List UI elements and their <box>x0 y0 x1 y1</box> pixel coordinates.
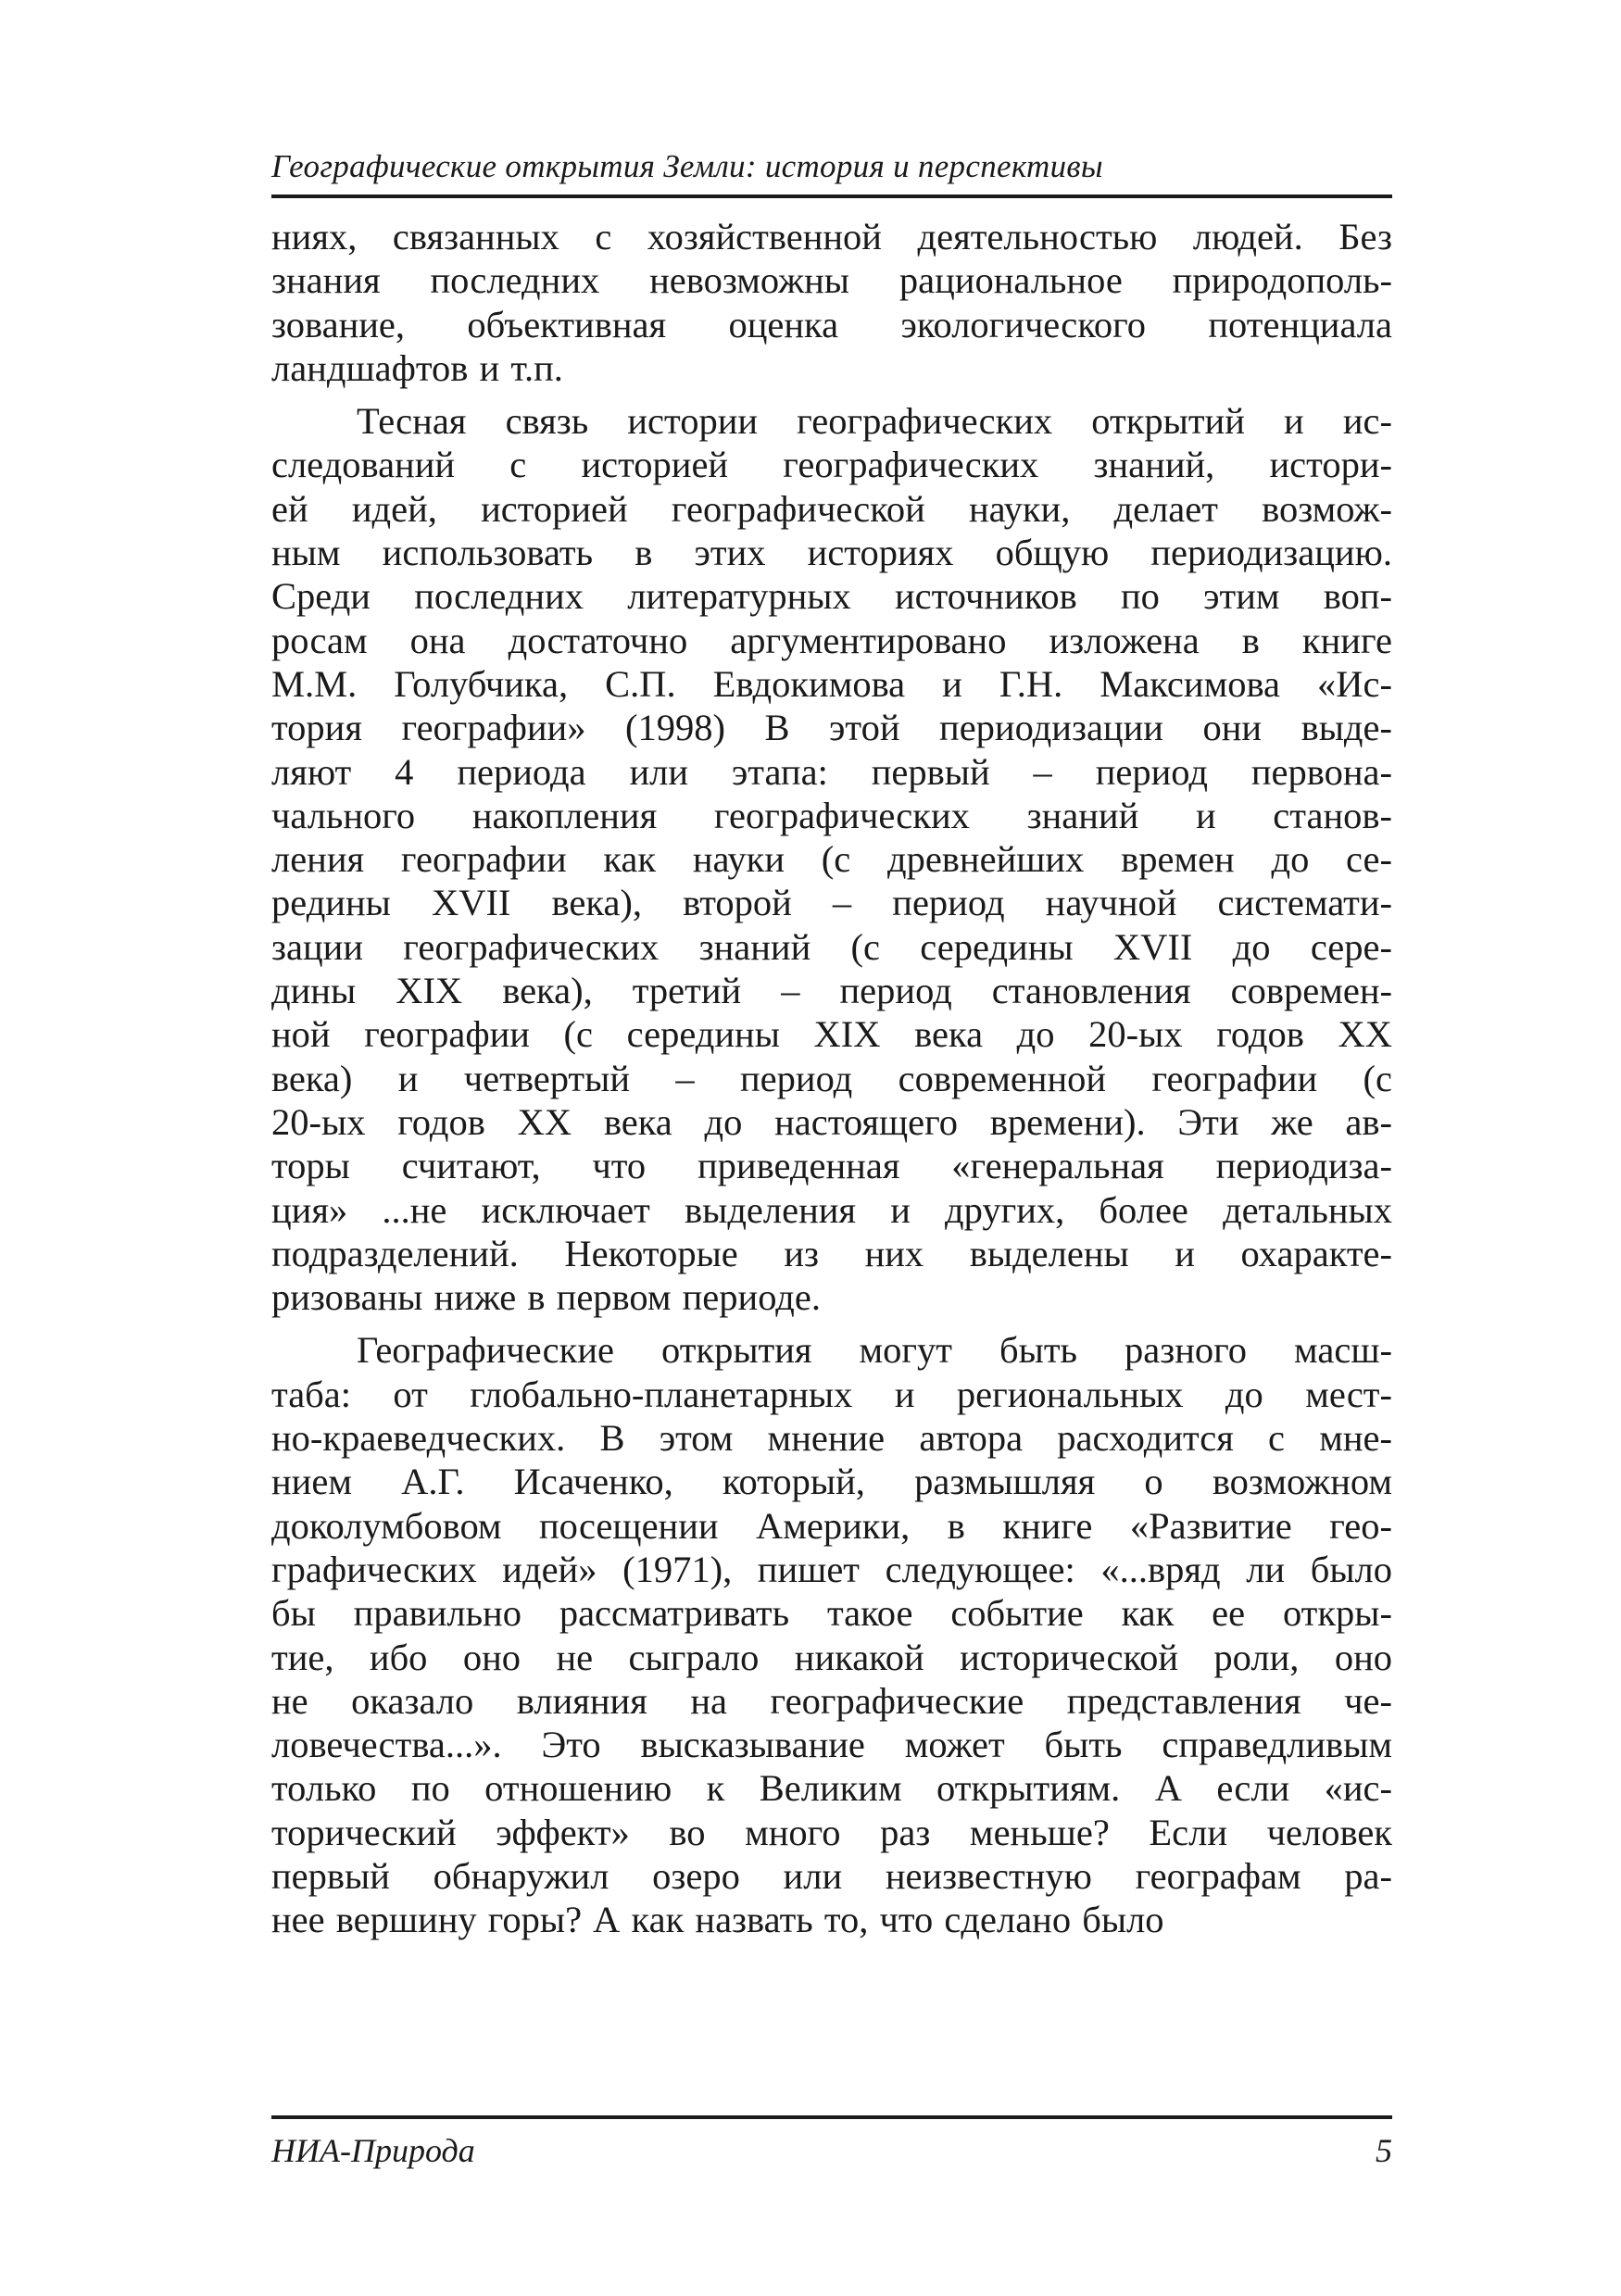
paragraph <box>271 399 1392 1319</box>
text-line: тория географии» (1998) В этой периодизации они выде- <box>271 707 1392 749</box>
footer-rule <box>271 2115 1392 2119</box>
text-line: редины XVII века), второй – период научной системати- <box>271 882 1392 924</box>
text-line: ным использовать в этих историях общую периодизацию. <box>271 532 1392 574</box>
text-line: М.М. Голубчика, С.П. Евдокимова и Г.Н. Максимова «Ис- <box>271 662 1392 705</box>
text-line: торический эффект» во много раз меньше? Если человек <box>271 1811 1392 1853</box>
paragraph-gap <box>271 390 1392 399</box>
paragraph <box>271 215 1392 390</box>
body-text <box>271 215 1392 1942</box>
text-line: торы считают, что приведенная «генеральная периодиза- <box>271 1145 1392 1187</box>
text-line: только по отношению к Великим открытиям. А если «ис- <box>271 1767 1392 1810</box>
text-line: зование, объективная оценка экологического потенциала <box>271 303 1392 345</box>
text-line: века) и четвертый – период современной географии (с <box>271 1057 1392 1099</box>
text-line: дины XIX века), третий – период становления современ- <box>271 970 1392 1012</box>
publisher-name: НИА-Природа <box>271 2132 475 2169</box>
text-line: знания последних невозможны рациональное природополь- <box>271 259 1392 302</box>
text-line: бы правильно рассматривать такое событие как ее откры- <box>271 1592 1392 1635</box>
paragraph <box>271 1328 1392 1941</box>
text-line: доколумбовом посещении Америки, в книге «Развитие гео- <box>271 1504 1392 1547</box>
text-line: ной географии (с середины XIX века до 20-ых годов XX <box>271 1013 1392 1056</box>
text-line: первый обнаружил озеро или неизвестную географам ра- <box>271 1854 1392 1897</box>
text-line: ризованы ниже в первом периоде. <box>271 1276 821 1319</box>
paragraph-gap <box>271 1319 1392 1328</box>
text-line: нием А.Г. Исаченко, который, размышляя о возможном <box>271 1461 1392 1503</box>
text-line: нее вершину горы? А как назвать то, что сделано было <box>271 1899 1164 1941</box>
text-line: ландшафтов и т.п. <box>271 346 563 389</box>
text-line: подразделений. Некоторые из них выделены и охаракте- <box>271 1232 1392 1274</box>
text-line: зации географических знаний (с середины XVII до сере- <box>271 925 1392 968</box>
text-line: ляют 4 периода или этапа: первый – период первона- <box>271 750 1392 793</box>
text-line: ей идей, историей географической науки, делает возмож- <box>271 487 1392 530</box>
text-line: 20-ых годов XX века до настоящего времени). Эти же ав- <box>271 1100 1392 1143</box>
text-line: ления географии как науки (с древнейших времен до се- <box>271 838 1392 881</box>
text-line: но-краеведческих. В этом мнение автора расходится с мне- <box>271 1417 1392 1460</box>
text-line: Географические открытия могут быть разного масш- <box>357 1329 1392 1372</box>
text-line: ниях, связанных с хозяйственной деятельностью людей. Без <box>271 216 1392 257</box>
text-line: таба: от глобально-планетарных и региональных до мест- <box>271 1373 1392 1415</box>
text-line: ция» ...не исключает выделения и других, более детальных <box>271 1188 1392 1231</box>
text-line: Тесная связь истории географических открытий и ис- <box>357 400 1392 443</box>
page-number: 5 <box>1376 2132 1392 2169</box>
text-line: росам она достаточно аргументировано изложена в книге <box>271 619 1392 661</box>
text-line: Среди последних литературных источников по этим воп- <box>271 575 1392 618</box>
header-rule <box>271 194 1392 198</box>
text-line: следований с историей географических знаний, истори- <box>271 444 1392 486</box>
text-line: чального накопления географических знаний и станов- <box>271 794 1392 836</box>
running-title: Географические открытия Земли: история и перспективы <box>271 148 1103 184</box>
text-line: ловечества...». Это высказывание может быть справедливым <box>271 1724 1392 1766</box>
text-line: графических идей» (1971), пишет следующее: «...вряд ли было <box>271 1548 1392 1590</box>
text-line: тие, ибо оно не сыграло никакой исторической роли, оно <box>271 1636 1392 1678</box>
text-line: не оказало влияния на географические представления че- <box>271 1679 1392 1722</box>
